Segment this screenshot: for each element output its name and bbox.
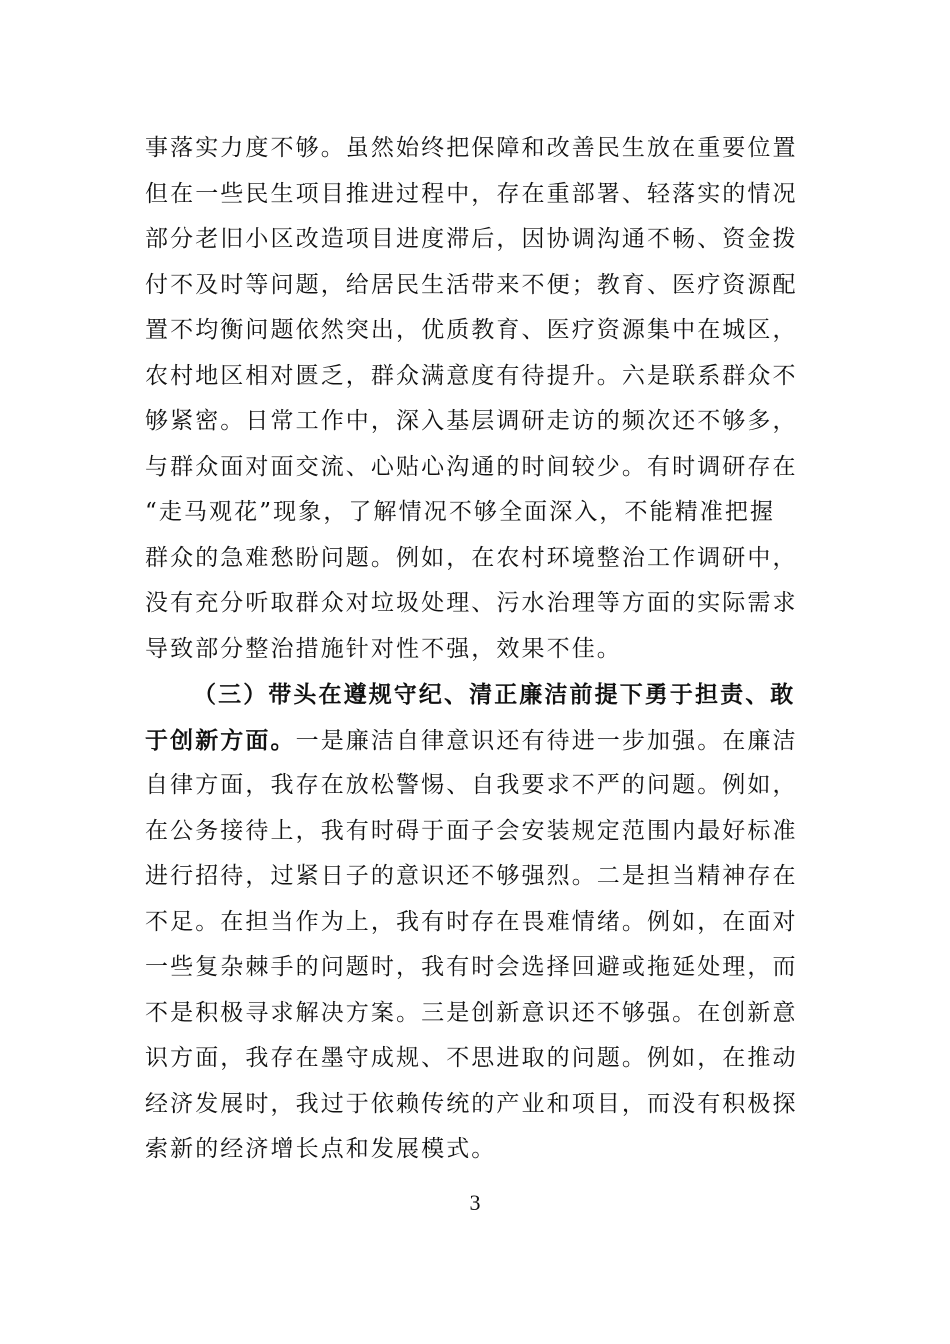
text-line: 部分老旧小区改造项目进度滞后，因协调沟通不畅、资金拨	[145, 226, 798, 252]
section-text-start: 一是廉洁自律意识还有待进一步加强。在廉洁	[295, 727, 798, 754]
text-line: 一些复杂棘手的问题时，我有时会选择回避或拖延处理，而	[145, 954, 798, 980]
text-line: 不是积极寻求解决方案。三是创新意识还不够强。在创新意	[145, 999, 798, 1026]
section-heading-tail: 于创新方面。	[145, 726, 296, 754]
text-line: 群众的急难愁盼问题。例如，在农村环境整治工作调研中，	[145, 544, 798, 571]
text-line: 事落实力度不够。虽然始终把保障和改善民生放在重要位置	[145, 135, 798, 161]
section-heading: （三）带头在遵规守纪、清正廉洁前提下勇于担责、敢	[193, 681, 796, 708]
section-heading-continued	[145, 718, 815, 764]
text-line: 置不均衡问题依然突出，优质教育、医疗资源集中在城区，	[145, 317, 798, 343]
text-line: 没有充分听取群众对垃圾处理、污水治理等方面的实际需求	[145, 590, 798, 616]
text-line: “走马观花”现象，了解情况不够全面深入，不能精准把握	[145, 499, 776, 525]
text-line: 农村地区相对匮乏，群众满意度有待提升。六是联系群众不	[145, 362, 798, 389]
text-line: 在公务接待上，我有时碍于面子会安装规定范围内最好标准	[145, 817, 798, 844]
text-line: 进行招待，过紧日子的意识还不够强烈。二是担当精神存在	[145, 863, 798, 889]
text-line: 但在一些民生项目推进过程中，存在重部署、轻落实的情况	[145, 180, 798, 207]
document-body	[145, 126, 815, 1173]
page-number: 3	[469, 1190, 481, 1215]
text-line: 付不及时等问题，给居民生活带来不便；教育、医疗资源配	[145, 271, 798, 298]
text-line: 自律方面，我存在放松警惕、自我要求不严的问题。例如，	[145, 772, 798, 798]
text-line: 够紧密。日常工作中，深入基层调研走访的频次还不够多，	[145, 408, 798, 434]
text-line: 与群众面对面交流、心贴心沟通的时间较少。有时调研存在	[145, 453, 798, 480]
text-line: 索新的经济增长点和发展模式。	[145, 1136, 497, 1162]
text-line: 导致部分整治措施针对性不强，效果不佳。	[145, 635, 622, 662]
text-line: 识方面，我存在墨守成规、不思进取的问题。例如，在推动	[145, 1045, 798, 1071]
text-line: 不足。在担当作为上，我有时存在畏难情绪。例如，在面对	[145, 908, 798, 935]
text-line: 经济发展时，我过于依赖传统的产业和项目，而没有积极探	[145, 1090, 798, 1117]
